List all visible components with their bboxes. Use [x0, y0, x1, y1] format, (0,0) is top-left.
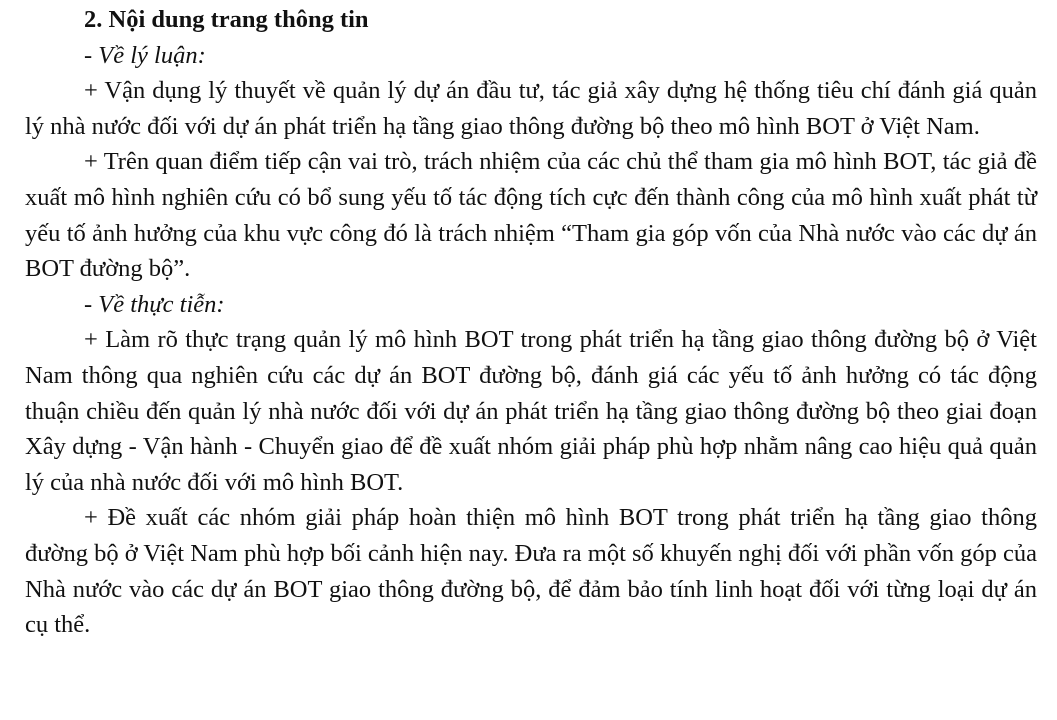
practice-paragraph-1: + Làm rõ thực trạng quản lý mô hình BOT trong phát triển hạ tầng giao thông đường bộ ở Việt Nam thông qua nghiên cứu các dự án BOT đường bộ, đánh giá các yếu tố ảnh hưởng có tác động thuận chiều đến quản lý nhà nước đối với dự án phát triển hạ tầng giao thông đường bộ theo giai đoạn Xây dựng - Vận hành - Chuyển giao để đề xuất nhóm giải pháp phù hợp nhằm nâng cao hiệu quả quản lý của nhà nước đối với mô hình BOT.	[25, 326, 1037, 496]
theory-subheading: - Về lý luận:	[84, 41, 206, 69]
document-page	[0, 2, 1057, 720]
theory-paragraph-1: + Vận dụng lý thuyết về quản lý dự án đầu tư, tác giả xây dựng hệ thống tiêu chí đánh giá quản lý nhà nước đối với dự án phát triển hạ tầng giao thông đường bộ theo mô hình BOT ở Việt Nam.	[25, 77, 1037, 140]
theory-paragraph-2: + Trên quan điểm tiếp cận vai trò, trách nhiệm của các chủ thể tham gia mô hình BOT, tác giả đề xuất mô hình nghiên cứu có bổ sung yếu tố tác động tích cực đến thành công của mô hình xuất phát từ yếu tố ảnh hưởng của khu vực công đó là trách nhiệm “Tham gia góp vốn của Nhà nước vào các dự án BOT đường bộ”.	[25, 148, 1037, 283]
section-heading: 2. Nội dung trang thông tin	[84, 6, 369, 33]
practice-paragraph-2: + Đề xuất các nhóm giải pháp hoàn thiện mô hình BOT trong phát triển hạ tầng giao thông đường bộ ở Việt Nam phù hợp bối cảnh hiện nay. Đưa ra một số khuyến nghị đối với phần vốn góp của Nhà nước vào các dự án BOT giao thông đường bộ, để đảm bảo tính linh hoạt đối với từng loại dự án cụ thể.	[25, 504, 1037, 639]
practice-subheading: - Về thực tiễn:	[84, 290, 225, 318]
